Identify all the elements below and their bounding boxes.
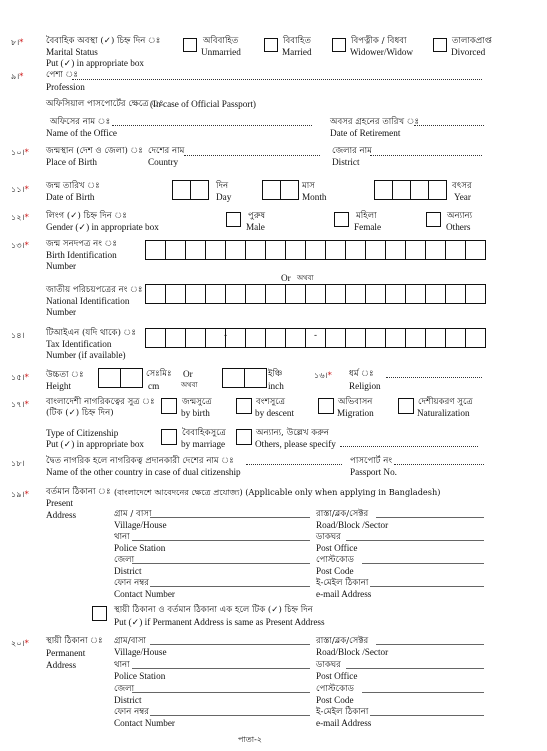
by-marriage-checkbox[interactable]	[161, 429, 177, 445]
birth-id-digit-2[interactable]	[165, 240, 186, 260]
same-address-label-bn: স্থায়ী ঠিকানা ও বর্তমান ঠিকানা এক হলে টিক (✓) চিহ্ন দিন	[114, 605, 313, 615]
national-id-digit-5[interactable]	[225, 284, 246, 304]
perm-po-label-en: Post Office	[316, 671, 358, 681]
present-district-field[interactable]	[132, 563, 310, 564]
height-cm-digit-2[interactable]	[120, 368, 143, 388]
widow-label-en: Widower/Widow	[350, 47, 414, 57]
gender-label-bn: লিংগ (✓) চিহ্ন দিন ঃ	[46, 211, 127, 221]
dob-day-digit-1[interactable]	[172, 180, 191, 200]
tin-digit-13[interactable]	[385, 328, 406, 348]
perm-road-label-en: Road/Block /Sector	[316, 647, 389, 657]
present-label-en-2: Address	[46, 510, 77, 520]
tin-digit-6[interactable]	[245, 328, 266, 348]
cm-label-bn: সেঃমিঃ	[146, 369, 172, 379]
widow-checkbox[interactable]	[332, 38, 346, 52]
passport-no-label-en: Passport No.	[350, 467, 397, 477]
present-phone-field[interactable]	[150, 586, 310, 587]
by-marriage-label-bn: বৈবাহিকসুত্রে	[182, 428, 226, 438]
tin-label-bn: টিআইএন (যদি থাকে) ঃ	[46, 328, 136, 338]
same-address-checkbox[interactable]	[92, 606, 107, 621]
migration-label-bn: অভিবাসন	[338, 397, 373, 407]
perm-email-label-bn: ই-মেইল ঠিকানা	[316, 707, 369, 717]
profession-label-en: Profession	[46, 82, 85, 92]
by-descent-checkbox[interactable]	[236, 398, 252, 414]
tin-number: ১৪।	[11, 330, 25, 340]
others-label-en: Others	[446, 222, 471, 232]
present-phone-label-bn: ফোন নম্বর	[114, 578, 150, 588]
permanent-number: ২০।*	[11, 638, 29, 648]
tin-digit-1[interactable]	[145, 328, 166, 348]
other-citizenship-field[interactable]	[340, 446, 478, 447]
dob-day-digit-2[interactable]	[190, 180, 209, 200]
dob-year-digit-4[interactable]	[428, 180, 447, 200]
others-label-bn: অন্যান্য	[447, 211, 473, 221]
national-id-digit-14[interactable]	[405, 284, 426, 304]
perm-phone-label-bn: ফোন নম্বর	[114, 707, 150, 717]
marital-hint: Put (✓) in appropriate box	[46, 58, 145, 68]
year-label-en: Year	[454, 192, 471, 202]
dob-year-digit-3[interactable]	[410, 180, 429, 200]
birth-id-digit-16[interactable]	[445, 240, 466, 260]
present-district-label-en: District	[114, 566, 142, 576]
perm-road-field[interactable]	[376, 644, 484, 645]
perm-email-field[interactable]	[370, 715, 484, 716]
district-label-bn: জেলার নাম	[332, 146, 372, 156]
birthplace-label-en: Place of Birth	[46, 157, 98, 167]
official-heading-bn: অফিসিয়াল পাসপোর্টের ক্ষেত্রে ঃ	[46, 99, 164, 109]
present-po-label-en: Post Office	[316, 543, 358, 553]
female-checkbox[interactable]	[334, 212, 349, 227]
birth-id-digit-1[interactable]	[145, 240, 166, 260]
tin-digit-5[interactable]	[225, 328, 246, 348]
birth-id-digit-6[interactable]	[245, 240, 266, 260]
perm-ps-field[interactable]	[132, 668, 310, 669]
tin-digit-16[interactable]	[445, 328, 466, 348]
present-road-label-en: Road/Block /Sector	[316, 520, 389, 530]
migration-label-en: Migration	[337, 408, 374, 418]
present-po-field[interactable]	[346, 540, 484, 541]
inch-label-bn: ইঞ্চি	[268, 369, 283, 379]
marital-number: ৮।*	[11, 37, 24, 47]
tin-digit-17[interactable]	[465, 328, 486, 348]
tin-digit-7[interactable]	[265, 328, 286, 348]
retire-label-en: Date of Retirement	[330, 128, 401, 138]
present-label-en-1: Present	[46, 498, 74, 508]
perm-po-field[interactable]	[346, 668, 484, 669]
birth-id-digit-13[interactable]	[385, 240, 406, 260]
passport-no-label-bn: পাসপোর্ট নং	[350, 456, 393, 466]
national-id-digit-10[interactable]	[325, 284, 346, 304]
bid-label-bn: জন্ম সনদপত্র নং ঃ	[46, 239, 117, 249]
national-id-digit-11[interactable]	[345, 284, 366, 304]
divorced-checkbox[interactable]	[433, 38, 447, 52]
dob-month-digit-2[interactable]	[280, 180, 299, 200]
national-id-digit-4[interactable]	[205, 284, 226, 304]
others-checkbox[interactable]	[426, 212, 441, 227]
birth-id-digit-12[interactable]	[365, 240, 386, 260]
office-label-en: Name of the Office	[46, 128, 118, 138]
height-or-bn: অথবা	[181, 381, 198, 389]
present-road-field[interactable]	[376, 517, 484, 518]
birth-id-digit-15[interactable]	[425, 240, 446, 260]
retire-label-bn: অবসর গ্রহনের তারিখ ঃ	[330, 117, 420, 127]
citizenship-label-bn-1: বাংলাদেশী নাগরিকত্বের সুত্র ঃ	[46, 397, 155, 407]
permanent-label-bn: স্থায়ী ঠিকানা ঃ	[46, 636, 103, 646]
birth-id-digit-7[interactable]	[265, 240, 286, 260]
dual-number: ১৮।	[11, 458, 25, 468]
passport-no-field[interactable]	[394, 464, 484, 465]
bid-label-en-2: Number	[46, 261, 77, 271]
profession-label-bn: পেশা ঃ	[46, 70, 78, 80]
other-citizenship-checkbox[interactable]	[236, 429, 252, 445]
dob-label-en: Date of Birth	[46, 192, 95, 202]
religion-number: ১৬।*	[314, 370, 332, 380]
national-id-digit-9[interactable]	[305, 284, 326, 304]
perm-pc-label-bn: পোস্টকোড	[316, 684, 354, 694]
gender-label-en: Gender (✓) in appropriate box	[46, 222, 159, 232]
national-id-digit-6[interactable]	[245, 284, 266, 304]
national-id-digit-1[interactable]	[145, 284, 166, 304]
perm-po-label-bn: ডাকঘর	[316, 660, 341, 670]
married-label-en: Married	[282, 47, 312, 57]
bid-number: ১৩।*	[11, 240, 29, 250]
page-number: পাতা-২	[238, 735, 262, 744]
dob-number: ১১।*	[11, 184, 29, 194]
by-marriage-label-en: by marriage	[181, 439, 226, 449]
perm-district-field[interactable]	[132, 692, 310, 693]
other-citizenship-label-en: Others, please specify	[255, 439, 336, 449]
tin-digit-10[interactable]	[325, 328, 346, 348]
migration-checkbox[interactable]	[318, 398, 334, 414]
birth-id-digit-11[interactable]	[345, 240, 366, 260]
perm-phone-label-en: Contact Number	[114, 718, 175, 728]
national-id-digit-16[interactable]	[445, 284, 466, 304]
dob-label-bn: জন্ম তারিখ ঃ	[46, 181, 100, 191]
month-label-bn: মাস	[302, 181, 315, 191]
national-id-digit-17[interactable]	[465, 284, 486, 304]
present-pc-field[interactable]	[362, 563, 484, 564]
tin-separator-2: -	[314, 331, 318, 341]
married-checkbox[interactable]	[264, 38, 278, 52]
present-po-label-bn: ডাকঘর	[316, 532, 341, 542]
unmarried-checkbox[interactable]	[183, 38, 197, 52]
present-ps-field[interactable]	[132, 540, 310, 541]
height-cm-digit-1[interactable]	[98, 368, 121, 388]
by-descent-label-bn: বংশসুত্রে	[256, 397, 286, 407]
tin-digit-2[interactable]	[165, 328, 186, 348]
perm-ps-label-bn: থানা	[114, 660, 130, 670]
unmarried-label-bn: অবিবাহিত	[203, 36, 239, 46]
retirement-date-field[interactable]	[414, 125, 484, 126]
by-birth-label-bn: জন্মসুত্রে	[182, 397, 212, 407]
present-district-label-bn: জেলা	[114, 555, 135, 565]
birth-id-digit-8[interactable]	[285, 240, 306, 260]
dob-year-digit-2[interactable]	[392, 180, 411, 200]
tin-separator-1: -	[224, 331, 228, 341]
birth-id-digit-17[interactable]	[465, 240, 486, 260]
height-or-en: Or	[183, 369, 193, 379]
present-pc-label-bn: পোস্টকোড	[316, 555, 354, 565]
office-name-field[interactable]	[112, 125, 312, 126]
married-label-bn: বিবাহিত	[283, 36, 311, 46]
perm-district-label-en: District	[114, 695, 142, 705]
birth-country-field[interactable]	[184, 155, 320, 156]
day-label-en: Day	[216, 192, 232, 202]
height-inch-digit-2[interactable]	[244, 368, 267, 388]
by-descent-label-en: by descent	[255, 408, 295, 418]
present-ps-label-bn: থানা	[114, 532, 130, 542]
country-label-bn: দেশের নাম	[148, 146, 185, 156]
dob-month-digit-1[interactable]	[262, 180, 281, 200]
bid-label-en-1: Birth Identification	[46, 250, 117, 260]
dob-year-digit-1[interactable]	[374, 180, 393, 200]
perm-pc-label-en: Post Code	[316, 695, 354, 705]
inch-label-en: inch	[268, 381, 284, 391]
tin-digit-11[interactable]	[345, 328, 366, 348]
unmarried-label-en: Unmarried	[201, 47, 241, 57]
birth-district-field[interactable]	[370, 155, 482, 156]
nid-label-en-2: Number	[46, 307, 77, 317]
height-inch-digit-1[interactable]	[222, 368, 245, 388]
perm-pc-field[interactable]	[362, 692, 484, 693]
divorced-label-bn: তালাকপ্রাপ্ত	[452, 36, 492, 46]
by-birth-checkbox[interactable]	[161, 398, 177, 414]
height-number: ১৫।*	[11, 372, 29, 382]
height-label-en: Height	[46, 381, 72, 391]
tin-digit-14[interactable]	[405, 328, 426, 348]
naturalization-label-bn: দেশীয়করণ সুত্রে	[418, 397, 473, 407]
tin-digit-8[interactable]	[285, 328, 306, 348]
religion-label-en: Religion	[349, 381, 381, 391]
tin-digit-4[interactable]	[205, 328, 226, 348]
perm-village-label-en: Village/House	[114, 647, 167, 657]
present-village-label-bn: গ্রাম / বাসা	[114, 509, 152, 519]
perm-email-label-en: e-mail Address	[316, 718, 372, 728]
national-id-digit-12[interactable]	[365, 284, 386, 304]
perm-ps-label-en: Police Station	[114, 671, 166, 681]
perm-village-field[interactable]	[150, 644, 310, 645]
present-email-label-bn: ই-মেইল ঠিকানা	[316, 578, 369, 588]
male-label-en: Male	[246, 222, 265, 232]
profession-number: ৯।*	[11, 71, 24, 81]
religion-field[interactable]	[386, 377, 482, 378]
present-ps-label-en: Police Station	[114, 543, 166, 553]
bid-or-en: Or	[281, 273, 291, 283]
birth-id-digit-3[interactable]	[185, 240, 206, 260]
dual-label-en: Name of the other country in case of dual citizenship	[46, 467, 241, 477]
widow-label-bn: বিপত্নীক / বিধবা	[351, 36, 407, 46]
national-id-digit-8[interactable]	[285, 284, 306, 304]
birthplace-label-bn: জন্মস্থান (দেশ ও জেলা) ঃ	[46, 146, 143, 156]
birth-id-digit-10[interactable]	[325, 240, 346, 260]
national-id-digit-2[interactable]	[165, 284, 186, 304]
perm-road-label-bn: রাস্তা/ব্লক/সেক্টর	[316, 636, 369, 646]
profession-field[interactable]	[72, 79, 482, 80]
tin-digit-12[interactable]	[365, 328, 386, 348]
permanent-label-en-2: Address	[46, 660, 77, 670]
same-address-label-en: Put (✓) if Permanent Address is same as Present Address	[114, 617, 325, 627]
by-birth-label-en: by birth	[181, 408, 210, 418]
national-id-digit-7[interactable]	[265, 284, 286, 304]
perm-village-label-bn: গ্রাম/বাসা	[114, 636, 147, 646]
marital-label-bn: বৈবাহিক অবস্থা (✓) চিহ্ন দিন ঃ	[46, 36, 161, 46]
gender-number: ১২।*	[11, 212, 29, 222]
marital-label-en: Marital Status	[46, 47, 98, 57]
religion-label-bn: ধর্ম ঃ	[349, 369, 374, 379]
tin-label-en-2: Number (if available)	[46, 350, 126, 360]
dual-country-field[interactable]	[246, 464, 342, 465]
birthplace-number: ১০।*	[11, 147, 29, 157]
national-id-digit-13[interactable]	[385, 284, 406, 304]
present-phone-label-en: Contact Number	[114, 589, 175, 599]
present-village-label-en: Village/House	[114, 520, 167, 530]
district-label-en: District	[332, 157, 360, 167]
citizenship-number: ১৭।*	[11, 399, 29, 409]
citizenship-label-bn-2: (টিক (✓) চিহ্ন দিন)	[46, 408, 114, 418]
month-label-en: Month	[302, 192, 327, 202]
tin-digit-15[interactable]	[425, 328, 446, 348]
cm-label-en: cm	[148, 381, 160, 391]
other-citizenship-label-bn: অন্যান্য, উল্লেখ করুন	[256, 428, 330, 438]
male-label-bn: পুরুষ	[248, 211, 266, 221]
present-email-field[interactable]	[370, 586, 484, 587]
birth-id-digit-4[interactable]	[205, 240, 226, 260]
divorced-label-en: Divorced	[451, 47, 486, 57]
year-label-bn: বৎসর	[452, 181, 472, 191]
country-label-en: Country	[148, 157, 179, 167]
birth-id-digit-9[interactable]	[305, 240, 326, 260]
citizenship-type-en: Type of Citizenship	[46, 428, 119, 438]
present-village-field[interactable]	[150, 517, 310, 518]
tin-digit-3[interactable]	[185, 328, 206, 348]
bid-or-bn: অথবা	[297, 274, 314, 282]
height-label-bn: উচ্চতা ঃ	[46, 370, 84, 380]
female-label-en: Female	[354, 222, 382, 232]
citizenship-hint: Put (✓) in appropriate box	[46, 439, 145, 449]
present-road-label-bn: রাস্তা/ব্লক/সেক্টর	[316, 509, 369, 519]
naturalization-checkbox[interactable]	[398, 398, 414, 414]
female-label-bn: মহিলা	[356, 211, 377, 221]
birth-id-digit-5[interactable]	[225, 240, 246, 260]
naturalization-label-en: Naturalization	[417, 408, 470, 418]
day-label-bn: দিন	[216, 181, 229, 191]
tin-label-en-1: Tax Identification	[46, 339, 112, 349]
nid-label-bn: জাতীয় পরিচয়পত্রের নং ঃ	[46, 285, 143, 295]
national-id-digit-3[interactable]	[185, 284, 206, 304]
present-note: (বাংলাদেশে আবেদনের ক্ষেত্রে প্রযোজ্য) (Applicable only when applying in Bangladesh)	[114, 487, 441, 497]
present-label-bn: বর্তমান ঠিকানা ঃ	[46, 487, 111, 497]
present-number: ১৯।*	[11, 489, 29, 499]
national-id-digit-15[interactable]	[425, 284, 446, 304]
dual-label-bn: দ্বৈত নাগরিক হলে নাগরিকত্ব প্রদানকারী দেশের নাম ঃ	[46, 456, 234, 466]
present-email-label-en: e-mail Address	[316, 589, 372, 599]
permanent-label-en-1: Permanent	[46, 648, 86, 658]
office-label-bn: অফিসের নাম ঃ	[50, 117, 111, 127]
male-checkbox[interactable]	[226, 212, 241, 227]
perm-phone-field[interactable]	[150, 715, 310, 716]
birth-id-digit-14[interactable]	[405, 240, 426, 260]
present-pc-label-en: Post Code	[316, 566, 354, 576]
nid-label-en-1: National Identification	[46, 296, 130, 306]
perm-district-label-bn: জেলা	[114, 684, 135, 694]
official-heading-en: (In case of Official Passport)	[150, 99, 256, 109]
